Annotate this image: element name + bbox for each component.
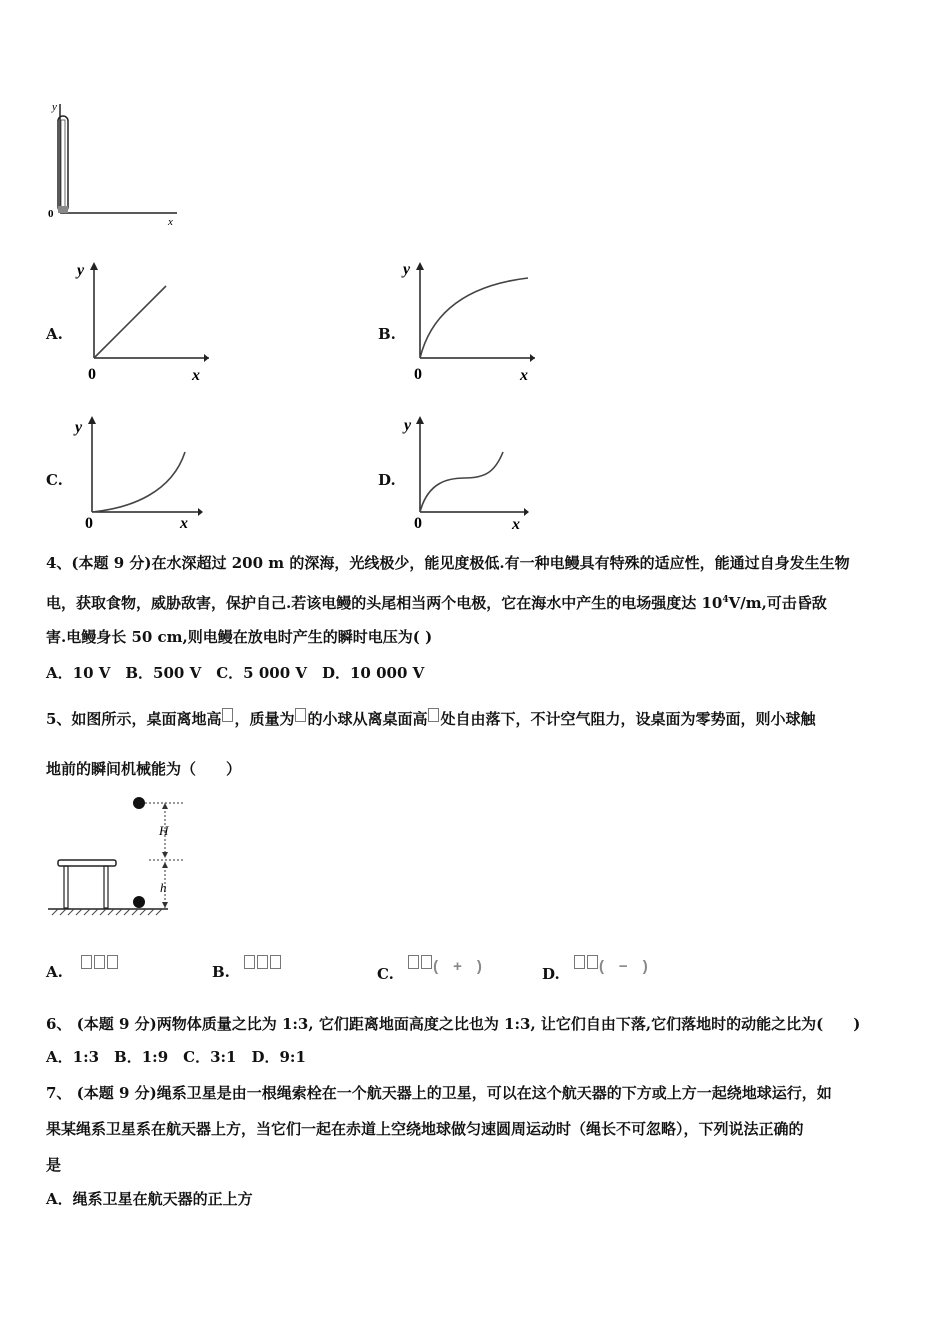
graph-a-y: y	[77, 262, 85, 279]
q5-p2: ，质量为	[234, 710, 295, 728]
graph-c-o: 0	[85, 515, 93, 532]
graph-b-x: x	[520, 367, 528, 383]
q7-line3: 是	[46, 1156, 62, 1174]
q5-p3: 的小球从离桌面高	[307, 710, 428, 728]
q5-option-c-letter: C.	[377, 965, 394, 983]
graph-b	[400, 258, 540, 383]
table-ball-figure	[44, 790, 194, 920]
graph-a-x: x	[192, 367, 200, 383]
q5-option-d-letter: D.	[542, 965, 560, 983]
graph-c	[72, 412, 212, 534]
graph-a	[74, 258, 214, 383]
q5-option-c	[377, 958, 482, 984]
q7-line1: 7、 (本题 9 分)绳系卫星是由一根绳索栓在一个航天器上的卫星，可以在这个航天器的下方或上方一起绕地球运行，如	[46, 1084, 832, 1102]
graph-c-y: y	[75, 419, 83, 436]
fig-h-label: h	[160, 880, 167, 895]
q6-options: A．1:3 B．1:9 C．3:1 D．9:1	[46, 1048, 306, 1066]
table-top	[58, 860, 116, 866]
q5-line1	[46, 708, 816, 730]
fig-H-label: H	[159, 823, 169, 838]
q7-option-a: A．绳系卫星在航天器的正上方	[46, 1190, 253, 1208]
q5-option-a	[46, 963, 119, 981]
graph-d	[400, 412, 540, 534]
option-c-letter: C.	[46, 471, 63, 489]
graph-b-y: y	[403, 261, 411, 278]
q4-line2b: V/m,可击昏敌	[728, 594, 827, 612]
graph-c-x: x	[180, 515, 188, 532]
graph-a-curve	[94, 286, 166, 358]
graph-c-curve	[92, 452, 185, 512]
q4-line3: 害.电鳗身长 50 cm,则电鳗在放电时产生的瞬时电压为( )	[46, 628, 433, 646]
q6-line1: 6、 (本题 9 分)两物体质量之比为 1:3, 它们距离地面高度之比也为 1:3, 让它们自由下落,它们落地时的动能之比为( )	[46, 1015, 861, 1033]
q5-option-b	[212, 963, 282, 981]
graph-d-y: y	[404, 417, 412, 434]
q7-line2: 果某绳系卫星系在航天器上方，当它们一起在赤道上空绕地球做匀速圆周运动时（绳长不可忽略），下列说法正确的	[46, 1120, 804, 1138]
graph-d-curve	[420, 452, 503, 512]
tube-y-label: y	[52, 101, 57, 113]
q5-p4: 处自由落下，不计空气阻力，设桌面为零势面，则小球触	[440, 710, 816, 728]
q5-H-placeholder	[428, 708, 439, 722]
ball-top	[133, 797, 145, 809]
q5-option-a-letter: A.	[46, 963, 63, 981]
q5-option-b-letter: B.	[212, 963, 230, 981]
option-a-letter: A.	[46, 325, 63, 343]
graph-a-o: 0	[88, 366, 96, 383]
tube-x-label: x	[168, 216, 173, 228]
q5-m-placeholder	[295, 708, 306, 722]
q5-line2: 地前的瞬间机械能为（ ）	[46, 760, 242, 778]
graph-b-curve	[420, 278, 528, 358]
q5-p1: 5、如图所示，桌面离地高	[46, 710, 222, 728]
q5-option-d-expr: ( − )	[598, 958, 648, 975]
tube-figure	[44, 98, 184, 228]
tube-origin-label: 0	[48, 208, 54, 220]
q4-line2	[46, 589, 827, 614]
graph-d-x: x	[512, 516, 520, 533]
option-b-letter: B.	[378, 325, 396, 343]
q4-options: A．10 V B．500 V C．5 000 V D．10 000 V	[46, 664, 425, 682]
q4-line2a: 电，获取食物，威胁敌害，保护自己.若该电鳗的头尾相当两个电极，它在海水中产生的电场强度达 10	[46, 594, 723, 612]
q5-h-placeholder	[222, 708, 233, 722]
q5-option-c-expr: ( + )	[433, 958, 482, 975]
q4-sup: 4	[722, 595, 729, 605]
graph-d-o: 0	[414, 515, 422, 532]
ball-bottom	[133, 896, 145, 908]
option-d-letter: D.	[378, 471, 396, 489]
graph-b-o: 0	[414, 366, 422, 383]
q5-option-d	[542, 958, 648, 984]
q4-line1: 4、(本题 9 分)在水深超过 200 m 的深海，光线极少，能见度极低.有一种电鳗具有特殊的适应性，能通过自身发生生物	[46, 554, 850, 572]
